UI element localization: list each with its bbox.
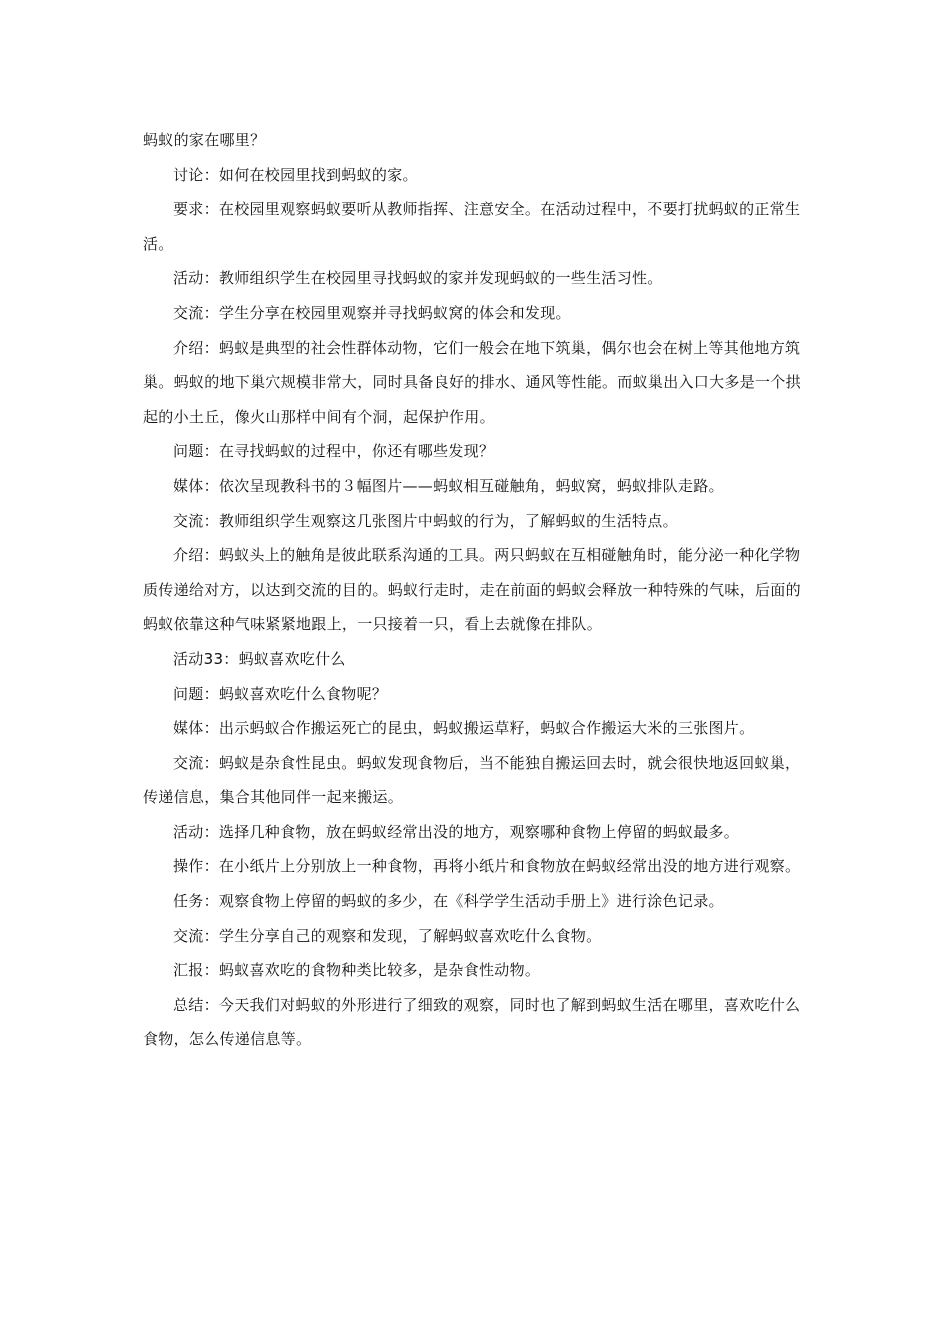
paragraph-question-food: 问题：蚂蚁喜欢吃什么食物呢？ xyxy=(173,684,388,703)
paragraph-question-discoveries: 问题：在寻找蚂蚁的过程中，你还有哪些发现？ xyxy=(173,442,495,461)
paragraph-activity-food-choice: 活动：选择几种食物，放在蚂蚁经常出没的地方，观察哪种食物上停留的蚂蚁最多。 xyxy=(173,822,740,841)
paragraph-summary: 总结：今天我们对蚂蚁的外形进行了细致的观察，同时也了解到蚂蚁生活在哪里，喜欢吃什么食物，怎么传递信息等。 xyxy=(143,995,801,1049)
paragraph-operation: 操作：在小纸片上分别放上一种食物，再将小纸片和食物放在蚂蚁经常出没的地方进行观察。 xyxy=(173,857,801,876)
paragraph-discussion: 讨论：如何在校园里找到蚂蚁的家。 xyxy=(173,165,418,184)
paragraph-exchange-share: 交流：学生分享自己的观察和发现，了解蚂蚁喜欢吃什么食物。 xyxy=(173,926,602,945)
paragraph-requirement: 要求：在校园里观察蚂蚁要听从教师指挥、注意安全。在活动过程中，不要打扰蚂蚁的正常生活。 xyxy=(143,200,801,253)
paragraph-media-pictures: 媒体：依次呈现教科书的３幅图片——蚂蚁相互碰触角，蚂蚁窝，蚂蚁排队走路。 xyxy=(173,476,724,495)
paragraph-exchange-behavior: 交流：教师组织学生观察这几张图片中蚂蚁的行为，了解蚂蚁的生活特点。 xyxy=(173,511,678,530)
paragraph-activity-33-title: 活动33：蚂蚁喜欢吃什么 xyxy=(173,649,346,668)
paragraph-exchange-omnivore: 交流：蚂蚁是杂食性昆虫。蚂蚁发现食物后，当不能独自搬运回去时，就会很快地返回蚁巢，传递信息，集合其他同伴一起来搬运。 xyxy=(143,753,801,807)
paragraph-intro-nest: 介绍：蚂蚁是典型的社会性群体动物，它们一般会在地下筑巢，偶尔也会在树上等其他地方筑巢。蚂蚁的地下巢穴规模非常大，同时具备良好的排水、通风等性能。而蚁巢出入口大多是一个拱起的小土丘，像火山那样中间有个洞，起保护作用。 xyxy=(143,338,801,426)
paragraph-activity-search: 活动：教师组织学生在校园里寻找蚂蚁的家并发现蚂蚁的一些生活习性。 xyxy=(173,269,663,288)
paragraph-report: 汇报：蚂蚁喜欢吃的食物种类比较多，是杂食性动物。 xyxy=(173,961,541,980)
paragraph-media-carrying: 媒体：出示蚂蚁合作搬运死亡的昆虫，蚂蚁搬运草籽，蚂蚁合作搬运大米的三张图片。 xyxy=(173,719,755,738)
paragraph-task: 任务：观察食物上停留的蚂蚁的多少，在《科学学生活动手册上》进行涂色记录。 xyxy=(173,892,724,911)
document-body xyxy=(143,123,809,1057)
paragraph-exchange-findings: 交流：学生分享在校园里观察并寻找蚂蚁窝的体会和发现。 xyxy=(173,303,571,322)
paragraph-heading-ant-home: 蚂蚁的家在哪里？ xyxy=(143,131,266,149)
paragraph-intro-antennae: 介绍：蚂蚁头上的触角是彼此联系沟通的工具。两只蚂蚁在互相碰触角时，能分泌一种化学物质传递给对方，以达到交流的目的。蚂蚁行走时，走在前面的蚂蚁会释放一种特殊的气味，后面的蚂蚁依靠这种气味紧紧地跟上，一只接着一只，看上去就像在排队。 xyxy=(143,546,801,634)
